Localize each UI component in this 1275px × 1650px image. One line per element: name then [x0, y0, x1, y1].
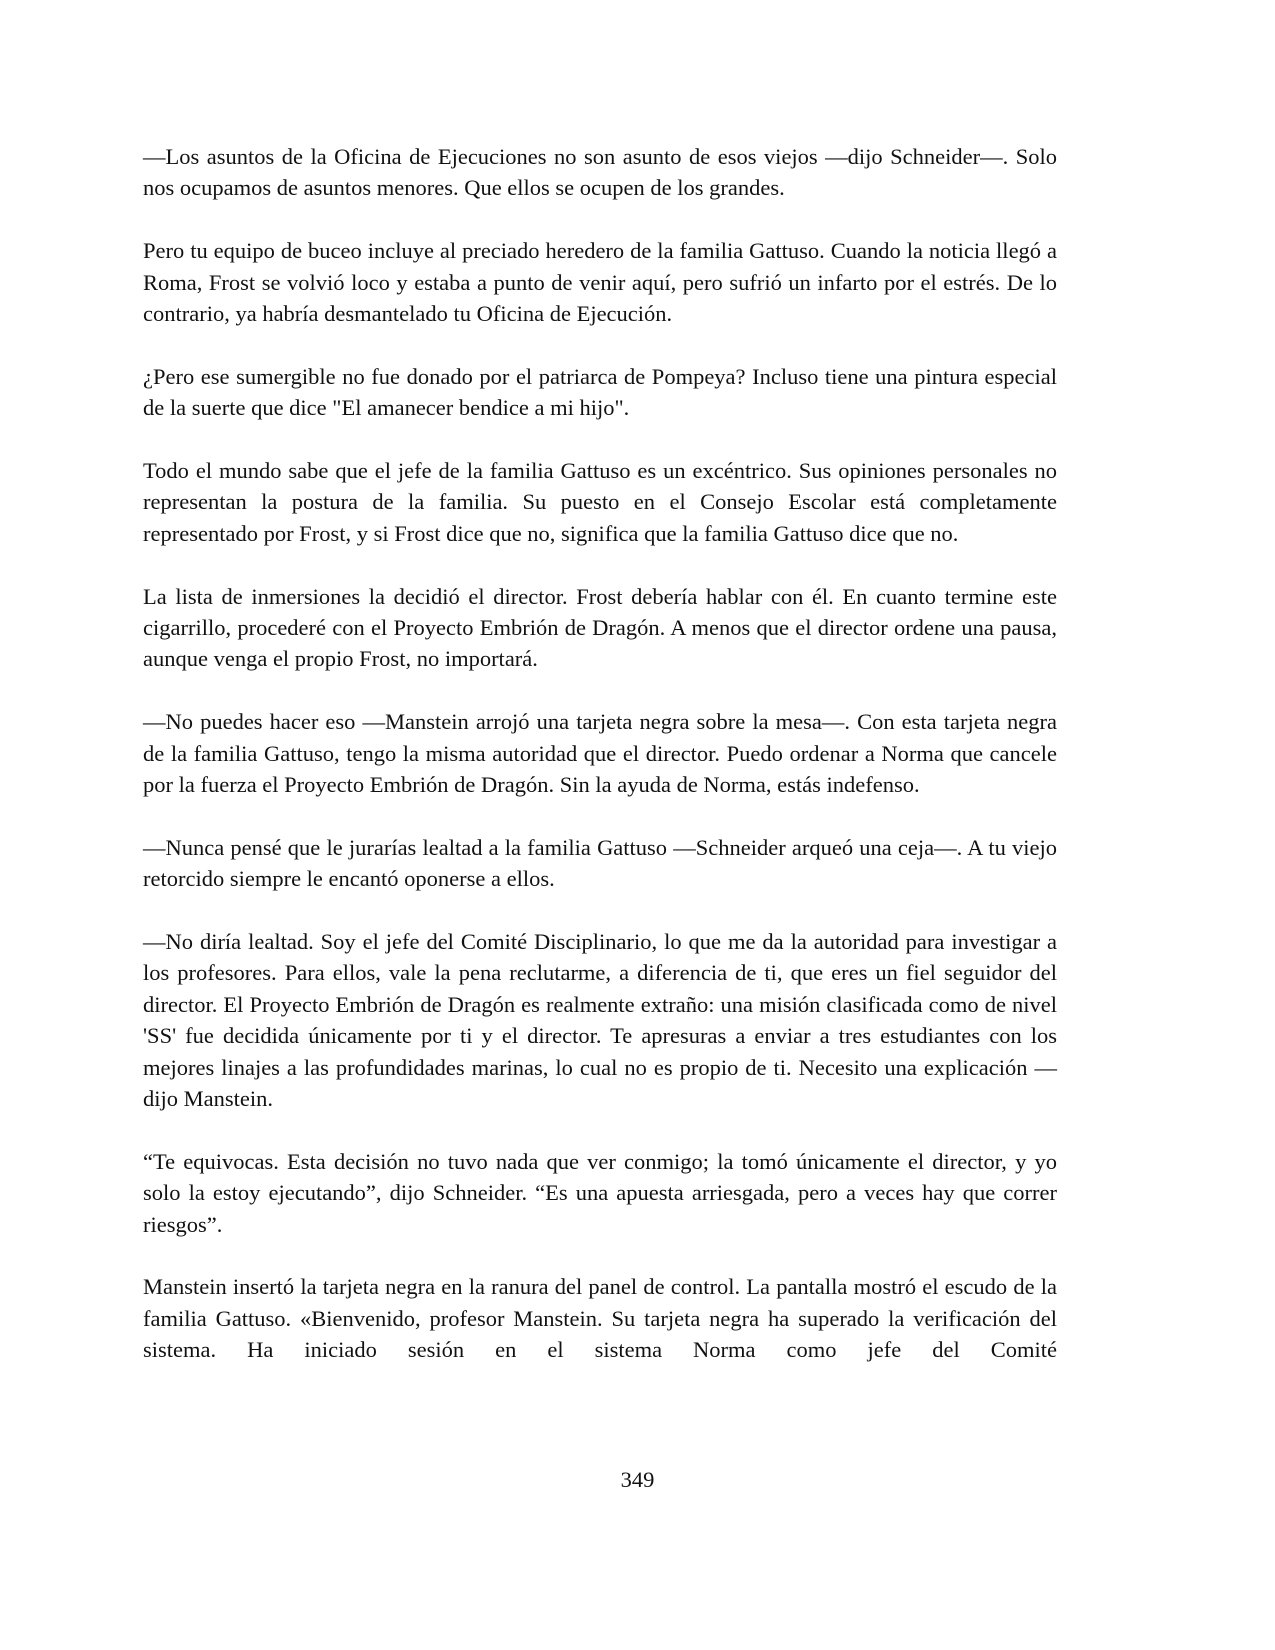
paragraph: —No puedes hacer eso —Manstein arrojó una tarjeta negra sobre la mesa—. Con esta tarjeta negra de la familia Gattuso, tengo la misma autoridad que el director. Puedo ordenar a Norma que cancele por la fuerza el Proyecto Embrión de Dragón. Sin la ayuda de Norma, estás indefenso.: [143, 709, 1057, 798]
paragraph: —Nunca pensé que le jurarías lealtad a la familia Gattuso —Schneider arqueó una ceja—. A tu viejo retorcido siempre le encantó oponerse a ellos.: [143, 834, 1057, 892]
paragraph: Todo el mundo sabe que el jefe de la familia Gattuso es un excéntrico. Sus opiniones personales no representan la postura de la familia. Su puesto en el Consejo Escolar está completamente representado por Frost, y si Frost dice que no, significa que la familia Gattuso dice que no.: [143, 458, 1057, 546]
paragraph: —Los asuntos de la Oficina de Ejecuciones no son asunto de esos viejos —dijo Schneider—. Solo nos ocupamos de asuntos menores. Que ellos se ocupen de los grandes.: [143, 144, 1057, 201]
paragraph: La lista de inmersiones la decidió el director. Frost debería hablar con él. En cuanto termine este cigarrillo, procederé con el Proyecto Embrión de Dragón. A menos que el director ordene una pausa, aunque venga el propio Frost, no importará.: [143, 583, 1057, 672]
paragraph: Pero tu equipo de buceo incluye al preciado heredero de la familia Gattuso. Cuando la noticia llegó a Roma, Frost se volvió loco y estaba a punto de venir aquí, pero sufrió un infarto por el estrés. De lo contrario, ya habría desmantelado tu Oficina de Ejecución.: [143, 238, 1057, 327]
paragraph: “Te equivocas. Esta decisión no tuvo nada que ver conmigo; la tomó únicamente el director, y yo solo la estoy ejecutando”, dijo Schneider. “Es una apuesta arriesgada, pero a veces hay que correr riesgos”.: [143, 1148, 1057, 1237]
page-number: 349: [620, 1467, 655, 1492]
page-body: [143, 141, 1057, 1366]
paragraph: —No diría lealtad. Soy el jefe del Comité Disciplinario, lo que me da la autoridad para investigar a los profesores. Para ellos, vale la pena reclutarme, a diferencia de ti, que eres un fiel seguidor del director. El Proyecto Embrión de Dragón es realmente extraño: una misión clasificada como de nivel 'SS' fue decidida únicamente por ti y el director. Te apresuras a enviar a tres estudiantes con los mejores linajes a las profundidades marinas, lo cual no es propio de ti. Necesito una explicación —dijo Manstein.: [143, 929, 1057, 1112]
paragraph: ¿Pero ese sumergible no fue donado por el patriarca de Pompeya? Incluso tiene una pintura especial de la suerte que dice "El amanecer bendice a mi hijo".: [143, 363, 1057, 421]
paragraph: Manstein insertó la tarjeta negra en la ranura del panel de control. La pantalla mostró el escudo de la familia Gattuso. «Bienvenido, profesor Manstein. Su tarjeta negra ha superado la verificación del sistema. Ha iniciado sesión en el sistema Norma como jefe del Comité: [143, 1274, 1057, 1363]
